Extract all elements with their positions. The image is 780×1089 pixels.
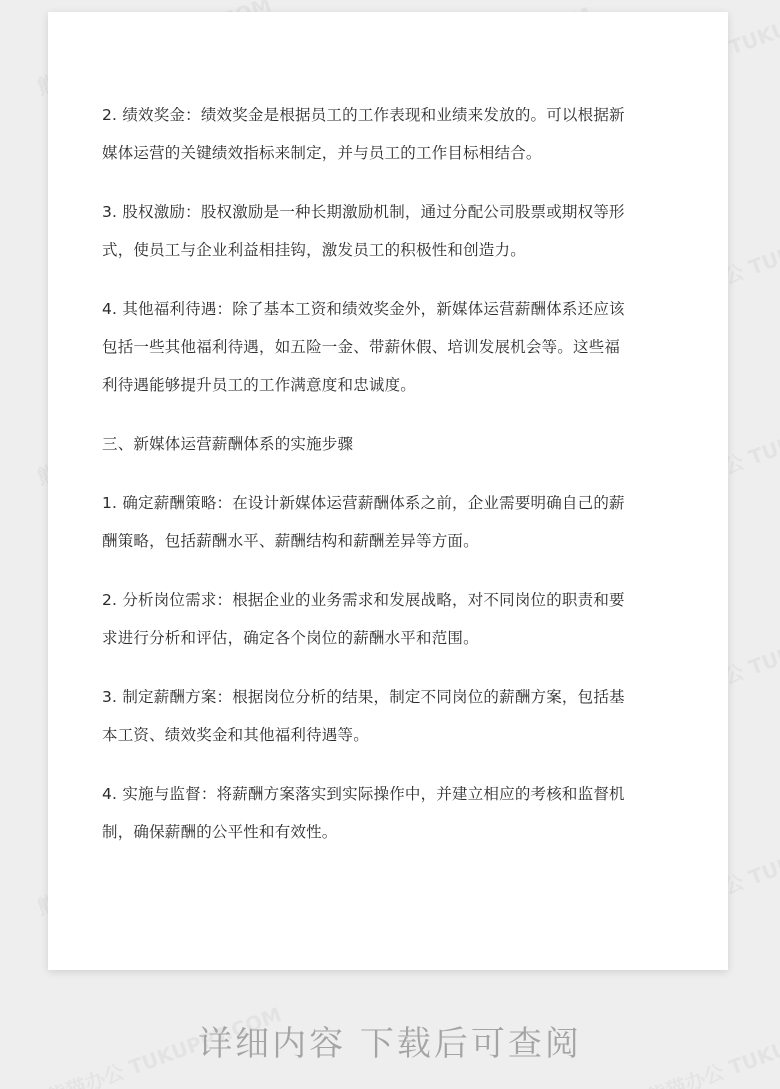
paragraph-step-3: 3. 制定薪酬方案：根据岗位分析的结果，制定不同岗位的薪酬方案，包括基本工资、绩效奖金和其他福利待遇等。 bbox=[102, 688, 625, 744]
section-heading: 三、新媒体运营薪酬体系的实施步骤 bbox=[102, 435, 354, 453]
paragraph-other-benefits: 4. 其他福利待遇：除了基本工资和绩效奖金外，新媒体运营薪酬体系还应该包括一些其他福利待遇，如五险一金、带薪休假、培训发展机会等。这些福利待遇能够提升员工的工作满意度和忠诚度。 bbox=[102, 300, 625, 394]
paragraph-step-4: 4. 实施与监督：将薪酬方案落实到实际操作中，并建立相应的考核和监督机制，确保薪酬的公平性和有效性。 bbox=[102, 785, 625, 841]
paragraph-step-2: 2. 分析岗位需求：根据企业的业务需求和发展战略，对不同岗位的职责和要求进行分析和评估，确定各个岗位的薪酬水平和范围。 bbox=[102, 591, 625, 647]
download-notice: 详细内容 下载后可查阅 bbox=[198, 1024, 582, 1064]
paragraph-performance-bonus: 2. 绩效奖金：绩效奖金是根据员工的工作表现和业绩来发放的。可以根据新媒体运营的关键绩效指标来制定，并与员工的工作目标相结合。 bbox=[102, 106, 625, 162]
paragraph-equity-incentive: 3. 股权激励：股权激励是一种长期激励机制，通过分配公司股票或期权等形式，使员工与企业利益相挂钩，激发员工的积极性和创造力。 bbox=[102, 203, 625, 259]
paragraph-step-1: 1. 确定薪酬策略：在设计新媒体运营薪酬体系之前，企业需要明确自己的薪酬策略，包括薪酬水平、薪酬结构和薪酬差异等方面。 bbox=[102, 494, 625, 550]
document-body bbox=[102, 96, 632, 872]
